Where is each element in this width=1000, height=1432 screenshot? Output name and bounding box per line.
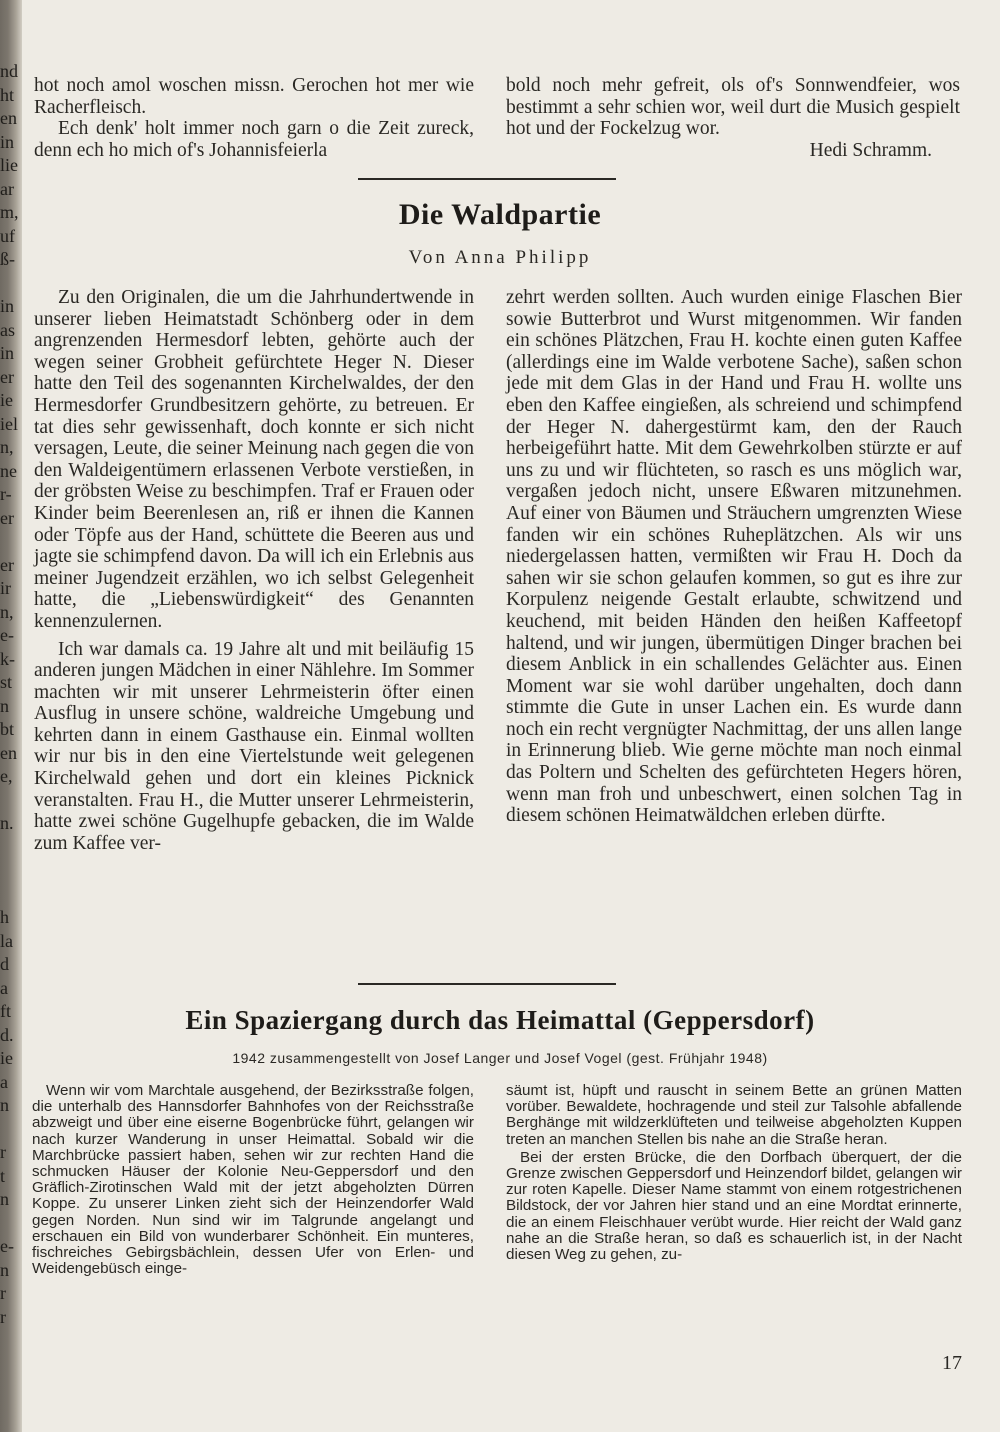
top-article-paragraph: bold noch mehr gefreit, ols of's Sonnwendfeier, wos bestimmt a sehr schien wor, weil durt die Musich gespielt hot und der Fockelzug wor. xyxy=(506,75,960,140)
top-article-paragraph: hot noch amol woschen missn. Gerochen hot mer wie Racherfleisch. xyxy=(34,75,474,118)
top-article-right-column xyxy=(506,75,960,161)
spaziergang-paragraph: säumt ist, hüpft und rauscht in seinem Bette an grünen Matten vorüber. Bewaldete, hochragende und steil zur Talsohle abfallende Berghänge mit wildzerklüfteten und teilweise abgeholzten Kuppen treten an manchen Stellen bis nahe an die Straße heran. xyxy=(506,1082,962,1148)
waldpartie-paragraph: Zu den Originalen, die um die Jahrhundertwende in unserer lieben Heimatstadt Schönberg oder in dem angrenzenden Hermesdorf lebten, gehörte auch der wegen seiner Grobheit gefürchtete Heger N. Dieser hatte den Teil des sogenannten Kirchelwaldes, der den Hermesdorfer Grundbesitzern gehörte, zu betreuen. Er tat dies sehr gewissenhaft, doch konnte er sich nicht versagen, Leute, die seiner Meinung nach gegen die von den Waldeigentümern erlassenen Verbote verstießen, in der gröbsten Weise zu beschimpfen. Traf er Frauen oder Kinder beim Beerenlesen an, riß er ihnen die Kannen oder Töpfe aus der Hand, schüttete die Beeren aus und jagte sie schimpfend davon. Da will ich ein Erlebnis aus meiner Jugendzeit erzählen, wo ich selbst Gelegenheit hatte, die „Liebenswürdigkeit“ des Genannten kennenzulernen. xyxy=(34,287,474,632)
top-article-left-column xyxy=(34,75,474,161)
waldpartie-paragraph: Ich war damals ca. 19 Jahre alt und mit beiläufig 15 anderen jungen Mädchen in einer Nählehre. Im Sommer machten wir mit unserer Lehrmeisterin öfter einen Ausflug in unsere schöne, waldreiche Umgebung und kehrten dann in einem Gasthause ein. Einmal wollten wir nur bis in den eine Viertelstunde weit gelegenen Kirchelwald gehen und dort ein kleines Picknick veranstalten. Frau H., die Mutter unserer Lehrmeisterin, hatte zwei schöne Gugelhupfe gebacken, die im Walde zum Kaffee ver- xyxy=(34,638,474,854)
spaziergang-left-column xyxy=(32,1083,474,1277)
top-article-paragraph: Ech denk' holt immer noch garn o die Zeit zureck, denn ech ho mich of's Johannisfeierla xyxy=(34,118,474,161)
spaziergang-paragraph: Bei der ersten Brücke, die den Dorfbach überquert, der die Grenze zwischen Geppersdorf und Heinzendorf bildet, gelangen wir zur roten Kapelle. Dieser Name stammt von einem rotgestrichenen Bildstock, der vor Jahren hier stand und an eine Mordtat erinnerte, die an einem Fleischhauer verübt wurde. Hier reicht der Wald ganz nahe an die Straße heran, so daß es schauerlich ist, in der Nacht diesen Weg zu gehen, zu- xyxy=(506,1148,962,1264)
article-title-spaziergang: Ein Spaziergang durch das Heimattal (Geppersdorf) xyxy=(185,1005,815,1035)
article-byline-waldpartie: Von Anna Philipp xyxy=(408,247,592,268)
waldpartie-right-column xyxy=(506,287,962,827)
adjacent-page-fragments: nd ht en in lie ar m, uf ß- in as in er ie iel n, ne r- er er ir n, e- k- st n bt en e, n. h la d a ft d. ie a n r t n e- n r r xyxy=(0,61,19,1327)
section-divider xyxy=(358,983,616,985)
waldpartie-left-column xyxy=(34,287,474,854)
section-divider xyxy=(358,178,616,180)
page-number: 17 xyxy=(942,1352,962,1374)
author-signature: Hedi Schramm. xyxy=(809,139,932,161)
article-byline-spaziergang: 1942 zusammengestellt von Josef Langer und Josef Vogel (gest. Frühjahr 1948) xyxy=(232,1050,768,1066)
spaziergang-paragraph: Wenn wir vom Marchtale ausgehend, der Bezirksstraße folgen, die unterhalb des Hannsdorfer Bahnhofes von der Reichsstraße abzweigt und über eine eiserne Bogenbrücke führt, gelangen wir nach kurzer Wanderung in unser Heimattal. Sobald wir die Marchbrücke passiert haben, sehen wir zur rechten Hand die schmucken Häuser der Kolonie Neu-Geppersdorf und den Gräflich-Zirotinschen Wald mit der jetzt abgeholzten Dürren Koppe. Zu unserer Linken zieht sich der Heinzendorfer Wald gegen Norden. Nun sind wir im Talgrunde angelangt und erschauen ein Bild von wunderbarer Schönheit. Ein munteres, fischreiches Gebirgsbächlein, dessen Ufer von Erlen- und Weidengebüsch einge- xyxy=(32,1082,474,1278)
spaziergang-right-column xyxy=(506,1083,962,1263)
waldpartie-paragraph: zehrt werden sollten. Auch wurden einige Flaschen Bier sowie Butterbrot und Wurst mitgenommen. Wir fanden ein schönes Plätzchen, Frau H. kochte einen guten Kaffee (allerdings eine im Walde verbotene Sache), saßen schon jede mit dem Glas in der Hand und Frau H. wollte uns eben den Kaffee eingießen, als schreiend und schimpfend der Heger N. dahergestürmt kam, den der Rauch herbeigeführt hatte. Mit dem Gewehrkolben stürzte er auf uns zu und wir flüchteten, so rasch es uns möglich war, vergaßen jedoch nicht, unsere Eßwaren mitzunehmen. Auf einer von Bäumen und Sträuchern umgrenzten Wiese fanden wir ein schönes Ruheplätzchen. Als wir uns niedergelassen hatten, vermißten wir Frau H. Doch da sahen wir sie schon gelaufen kommen, so gut es ihre zur Korpulenz neigende Gestalt erlaubte, schwitzend und keuchend, mit beiden Händen den heißen Kaffeetopf haltend, und wir jungen, übermütigen Dinger brachen bei diesem Anblick in ein schallendes Gelächter aus. Einen Moment war sie wohl darüber ungehalten, doch dann stimmte die Gute in unser Lachen ein. Es wurde dann noch ein recht vergnügter Nachmittag, der uns allen lange in Erinnerung blieb. Wie gerne möchte man noch einmal das Poltern und Schelten des gefürchteten Hegers hören, wenn man froh und unbeschwert, einen solchen Tag in diesem schönen Heimatwäldchen erleben dürfte. xyxy=(506,287,962,827)
article-title-waldpartie: Die Waldpartie xyxy=(398,198,602,231)
